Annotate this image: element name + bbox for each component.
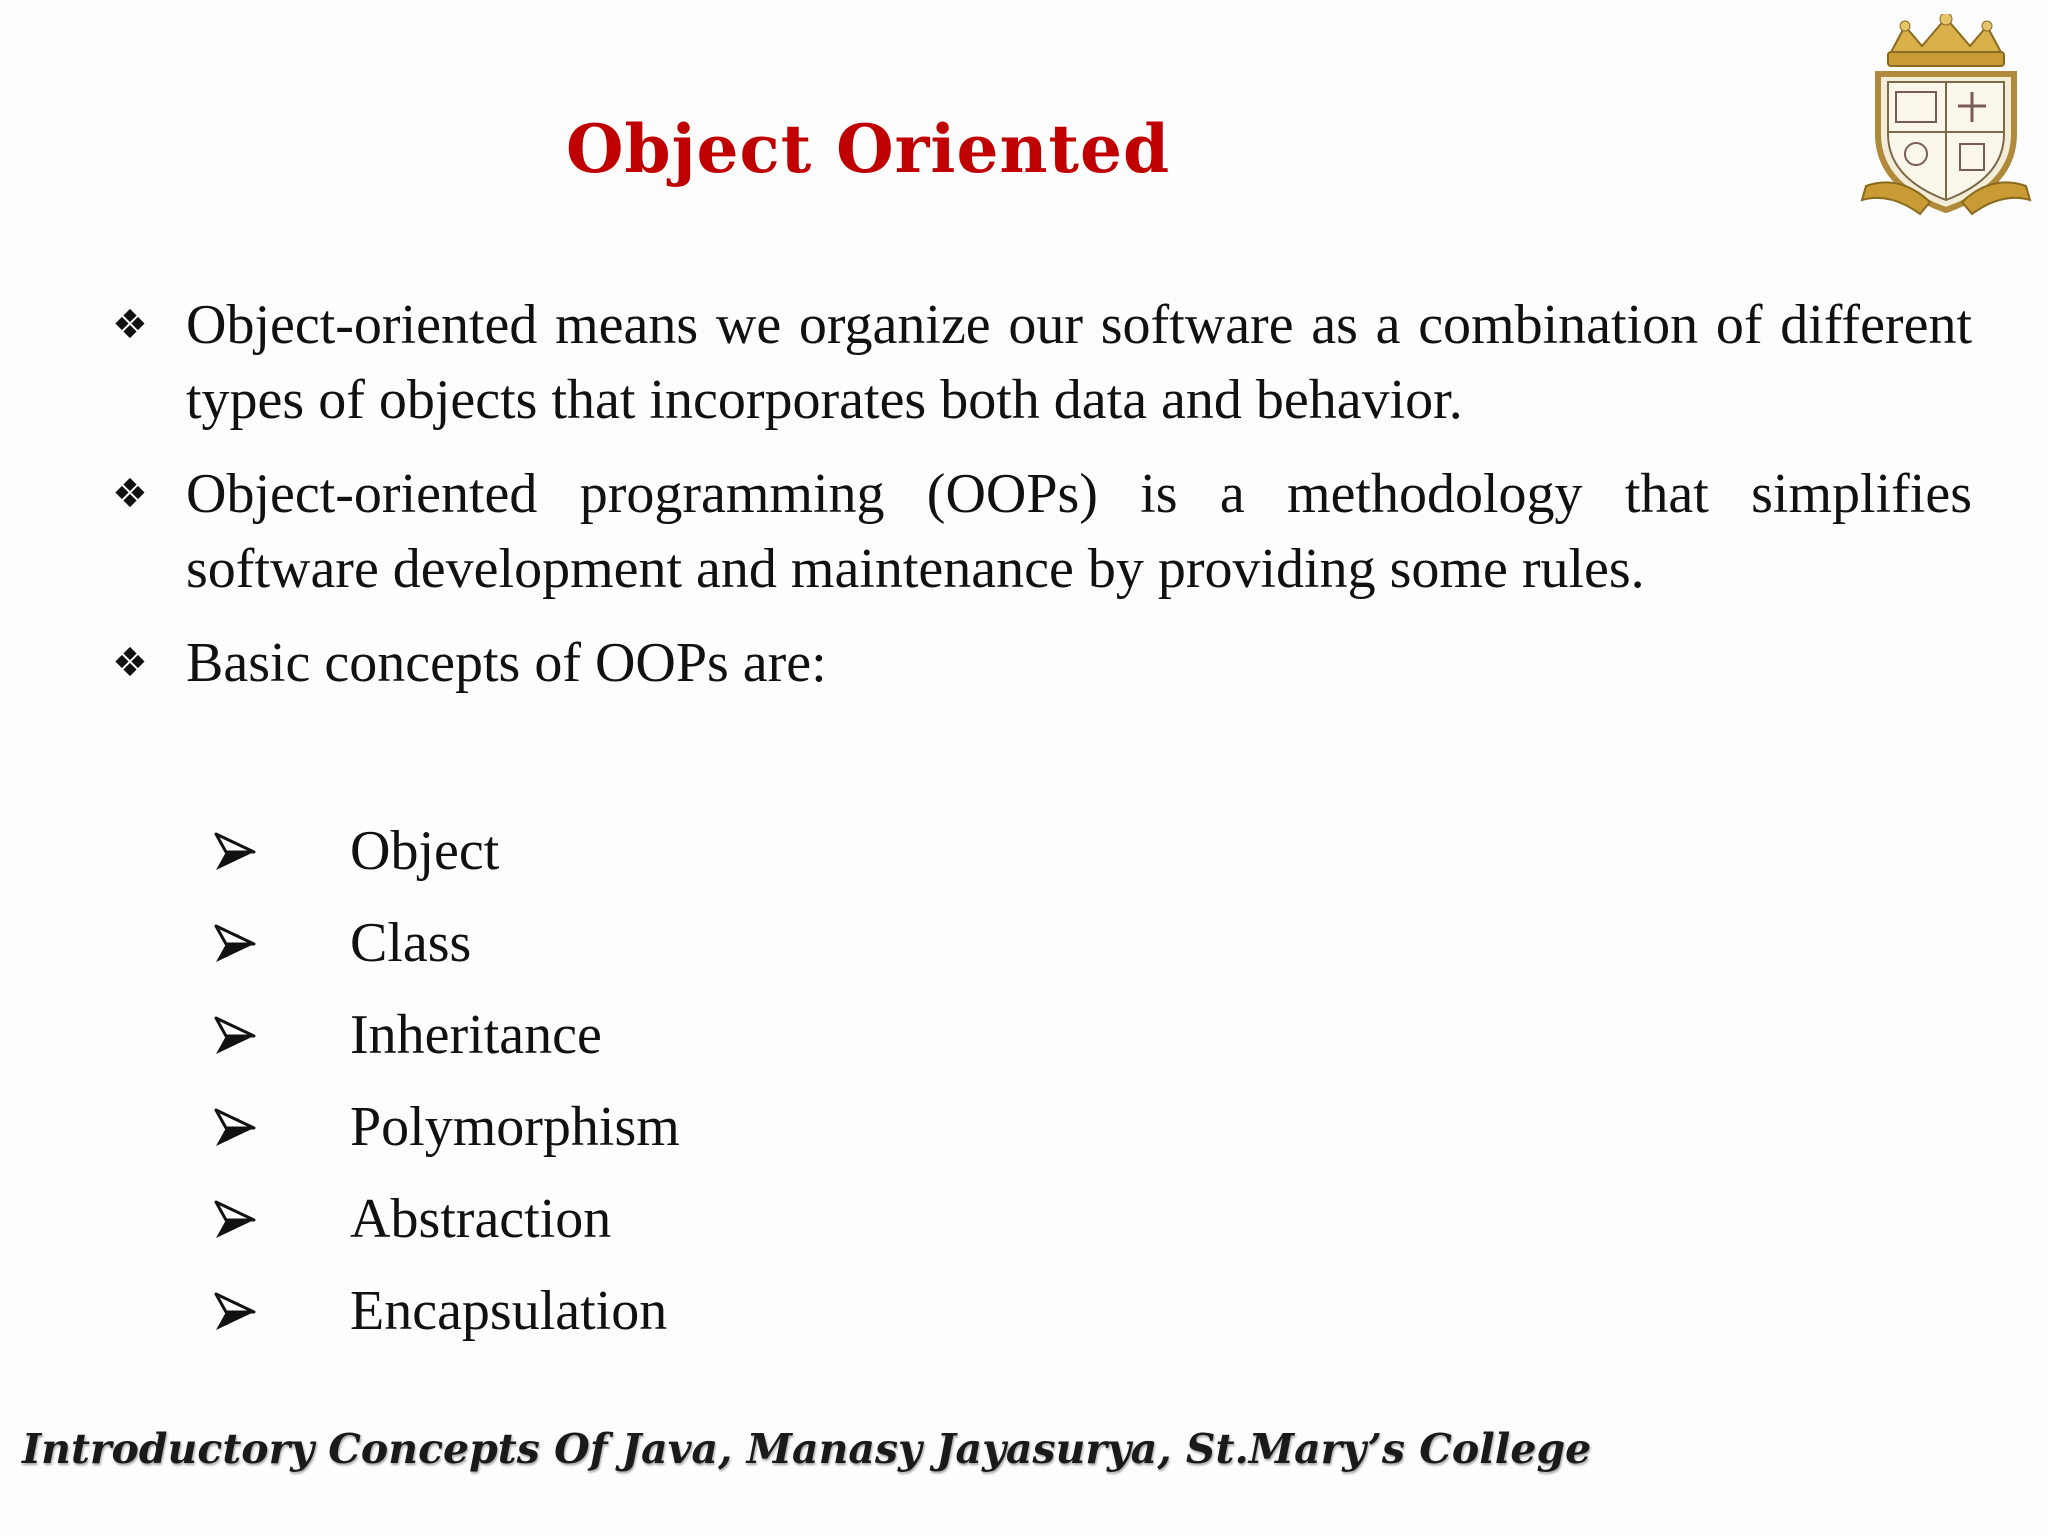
bullet-text: Object-oriented programming (OOPs) is a methodology that simplifies software development and maintenance by providing some rules.	[186, 463, 1972, 600]
four-diamond-bullet-icon: ❖	[112, 640, 148, 686]
concept-label: Encapsulation	[350, 1280, 668, 1342]
arrowhead-bullet-icon	[214, 1200, 256, 1240]
bullet-list	[112, 288, 1972, 720]
bullet-text: Basic concepts of OOPs are:	[186, 632, 827, 694]
college-crest-icon	[1860, 14, 2032, 224]
bullet-item	[112, 626, 1972, 701]
bullet-item	[112, 457, 1972, 607]
arrowhead-bullet-icon	[214, 1292, 256, 1332]
concept-label: Polymorphism	[350, 1096, 680, 1158]
arrowhead-bullet-icon	[214, 924, 256, 964]
bullet-item	[112, 288, 1972, 438]
concept-label: Class	[350, 912, 472, 974]
bullet-text: Object-oriented means we organize our software as a combination of different types of objects that incorporates both data and behavior.	[186, 294, 1972, 431]
arrowhead-bullet-icon	[214, 832, 256, 872]
concept-label: Inheritance	[350, 1004, 602, 1066]
four-diamond-bullet-icon: ❖	[112, 471, 148, 517]
four-diamond-bullet-icon: ❖	[112, 302, 148, 348]
slide-footer: Introductory Concepts Of Java, Manasy Jayasurya, St.Mary’s College	[22, 1425, 1592, 1473]
arrowhead-bullet-icon	[214, 1108, 256, 1148]
slide-title: Object Oriented	[566, 110, 1171, 188]
arrowhead-bullet-icon	[214, 1016, 256, 1056]
concept-label: Abstraction	[350, 1188, 612, 1250]
concept-label: Object	[350, 820, 500, 882]
